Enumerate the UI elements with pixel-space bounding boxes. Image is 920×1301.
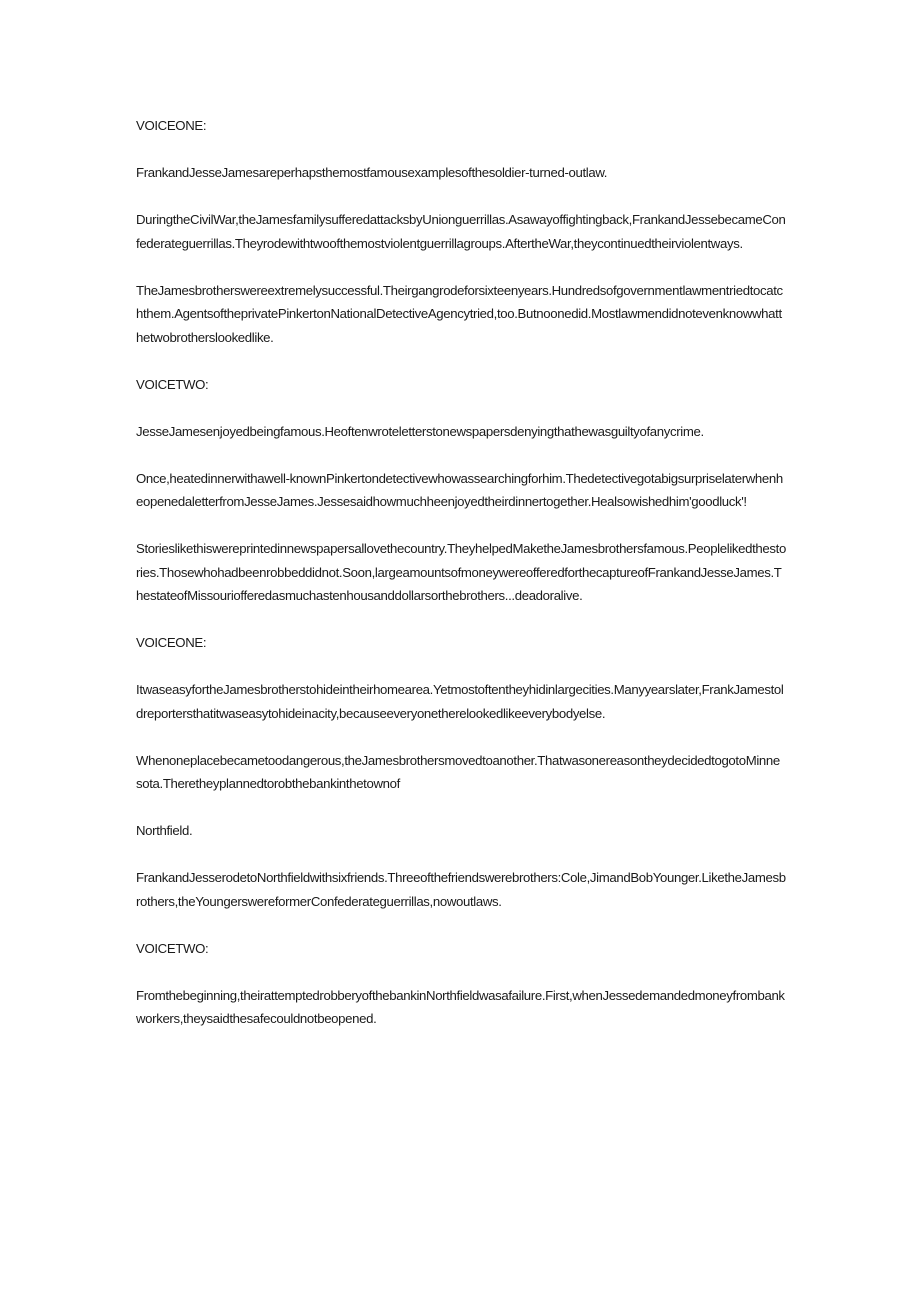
paragraph: Fromthebeginning,theirattemptedrobberyofthebankinNorthfieldwasafailure.First,whenJessedemandedmoneyfrombankworkers,theysaidthesafecouldnotbeopened. xyxy=(136,987,785,1026)
document-page xyxy=(136,114,786,1054)
paragraph: JesseJamesenjoyedbeingfamous.Heoftenwroteletterstonewspapersdenyingthathewasguiltyofanycrime. xyxy=(136,423,704,439)
speaker-label: VOICEONE: xyxy=(136,118,207,133)
paragraph: FrankandJesseJamesareperhapsthemostfamousexamplesofthesoldier-turned-outlaw. xyxy=(136,165,608,180)
paragraph: Once,heatedinnerwithawell-knownPinkertondetectivewhowassearchingforhim.ThedetectivegotabigsurpriselaterwhenheopenedaletterfromJesseJames.Jessesaidhowmuchheenjoyedtheirdinnertogether.Healsowishedhim'goodluck'! xyxy=(136,470,783,509)
paragraph: TheJamesbrotherswereextremelysuccessful.Theirgangrodeforsixteenyears.Hundredsofgovernmentlawmentriedtocatchthem.AgentsoftheprivatePinkertonNationalDetectiveAgencytried,too.Butnoonedid.Mostlawmendidnotevenknowwhatthetwobrotherslookedlike. xyxy=(136,282,783,345)
speaker-label: VOICEONE: xyxy=(136,635,207,650)
paragraph: DuringtheCivilWar,theJamesfamilysufferedattacksbyUnionguerrillas.Asawayoffightingback,FrankandJessebecameConfederateguerrillas.Theyrodewithtwoofthemostviolentguerrillagroups.AftertheWar,theycontinuedtheirviolentways. xyxy=(136,212,786,251)
paragraph: Storieslikethiswereprintedinnewspapersallovethecountry.TheyhelpedMaketheJamesbrothersfamous.Peoplelikedthestories.Thosewhohadbeenrobbeddidnot.Soon,largeamountsofmoneywereofferedforthecaptureofFrankandJesseJames.ThestateofMissouriofferedasmuchastenhousanddollarsorthebrothers...deadoralive. xyxy=(136,541,786,603)
speaker-label: VOICETWO: xyxy=(136,940,209,956)
paragraph: FrankandJesserodetoNorthfieldwithsixfriends.Threeofthefriendswerebrothers:Cole,JimandBobYounger.LiketheJamesbrothers,theYoungerswereformerConfederateguerrillas,nowoutlaws. xyxy=(136,870,786,909)
speaker-label: VOICETWO: xyxy=(136,376,209,392)
paragraph: ItwaseasyfortheJamesbrotherstohideintheirhomearea.Yetmostoftentheyhidinlargecities.Manyyearslater,FrankJamestoldreportersthatitwaseasytohideinacity,becauseeveryonetherelookedlikeeverybodyelse. xyxy=(136,682,784,721)
paragraph: Whenoneplacebecametoodangerous,theJamesbrothersmovedtoanother.ThatwasonereasontheydecidedtogotoMinnesota.Theretheyplannedtorobthebankinthetownof xyxy=(136,752,780,791)
paragraph: Northfield. xyxy=(136,823,193,838)
